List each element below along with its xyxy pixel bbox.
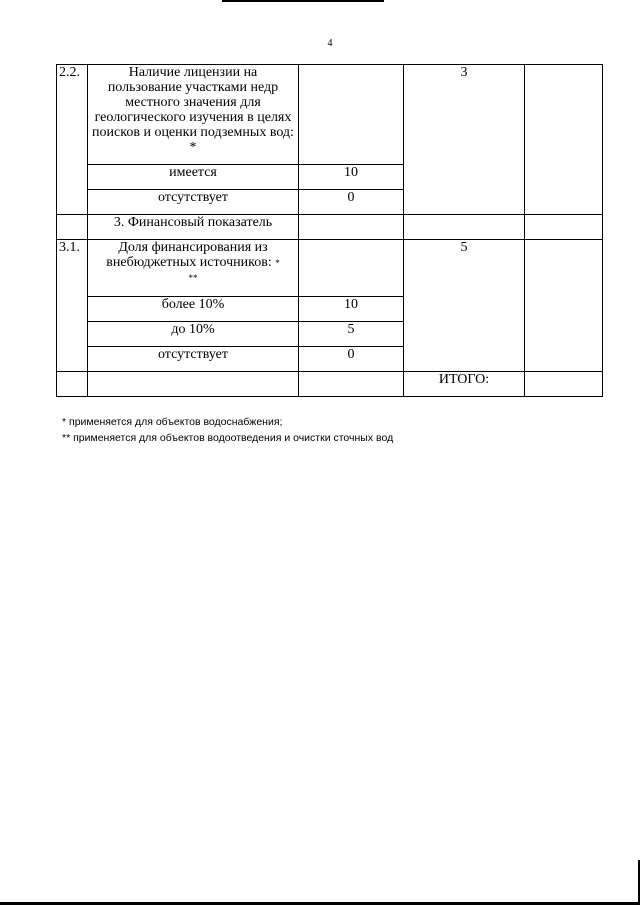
footnote-mark: * — [275, 258, 280, 268]
criterion-description — [88, 240, 299, 297]
option-score: 10 — [299, 297, 404, 322]
weight-cell: 5 — [404, 240, 525, 372]
empty-cell — [88, 372, 299, 397]
table-row — [57, 240, 603, 297]
empty-cell — [299, 372, 404, 397]
empty-cell — [57, 372, 88, 397]
footnotes — [62, 414, 393, 446]
empty-cell — [404, 215, 525, 240]
table-row — [57, 65, 603, 165]
option-label: имеется — [88, 165, 299, 190]
option-score: 10 — [299, 165, 404, 190]
total-label: ИТОГО: — [404, 372, 525, 397]
empty-cell — [525, 215, 603, 240]
option-score: 5 — [299, 322, 404, 347]
footnote-water-supply: * применяется для объектов водоснабжения; — [62, 416, 283, 428]
top-rule — [222, 0, 384, 2]
score-cell — [299, 65, 404, 165]
empty-cell — [57, 215, 88, 240]
score-cell — [299, 240, 404, 297]
option-label: более 10% — [88, 297, 299, 322]
option-score: 0 — [299, 347, 404, 372]
option-label: отсутствует — [88, 347, 299, 372]
table-row — [57, 372, 603, 397]
total-value — [525, 372, 603, 397]
criterion-description: Наличие лицензии на пользование участками недр местного значения для геологического изучения в целях поисков и оценки подземных вод: * — [88, 65, 299, 165]
table-row — [57, 215, 603, 240]
page-number: 4 — [327, 38, 333, 49]
result-cell — [525, 240, 603, 372]
footnote-mark-double: ** — [188, 273, 198, 283]
row-number: 2.2. — [57, 65, 88, 215]
result-cell — [525, 65, 603, 215]
option-score: 0 — [299, 190, 404, 215]
row-number: 3.1. — [57, 240, 88, 372]
section-heading: 3. Финансовый показатель — [88, 215, 299, 240]
criterion-text: Доля финансирования из внебюджетных источников: — [106, 240, 272, 270]
footnote-wastewater: ** применяется для объектов водоотведения и очистки сточных вод — [62, 432, 394, 444]
weight-cell: 3 — [404, 65, 525, 215]
criteria-table — [56, 64, 603, 397]
option-label: отсутствует — [88, 190, 299, 215]
option-label: до 10% — [88, 322, 299, 347]
empty-cell — [299, 215, 404, 240]
